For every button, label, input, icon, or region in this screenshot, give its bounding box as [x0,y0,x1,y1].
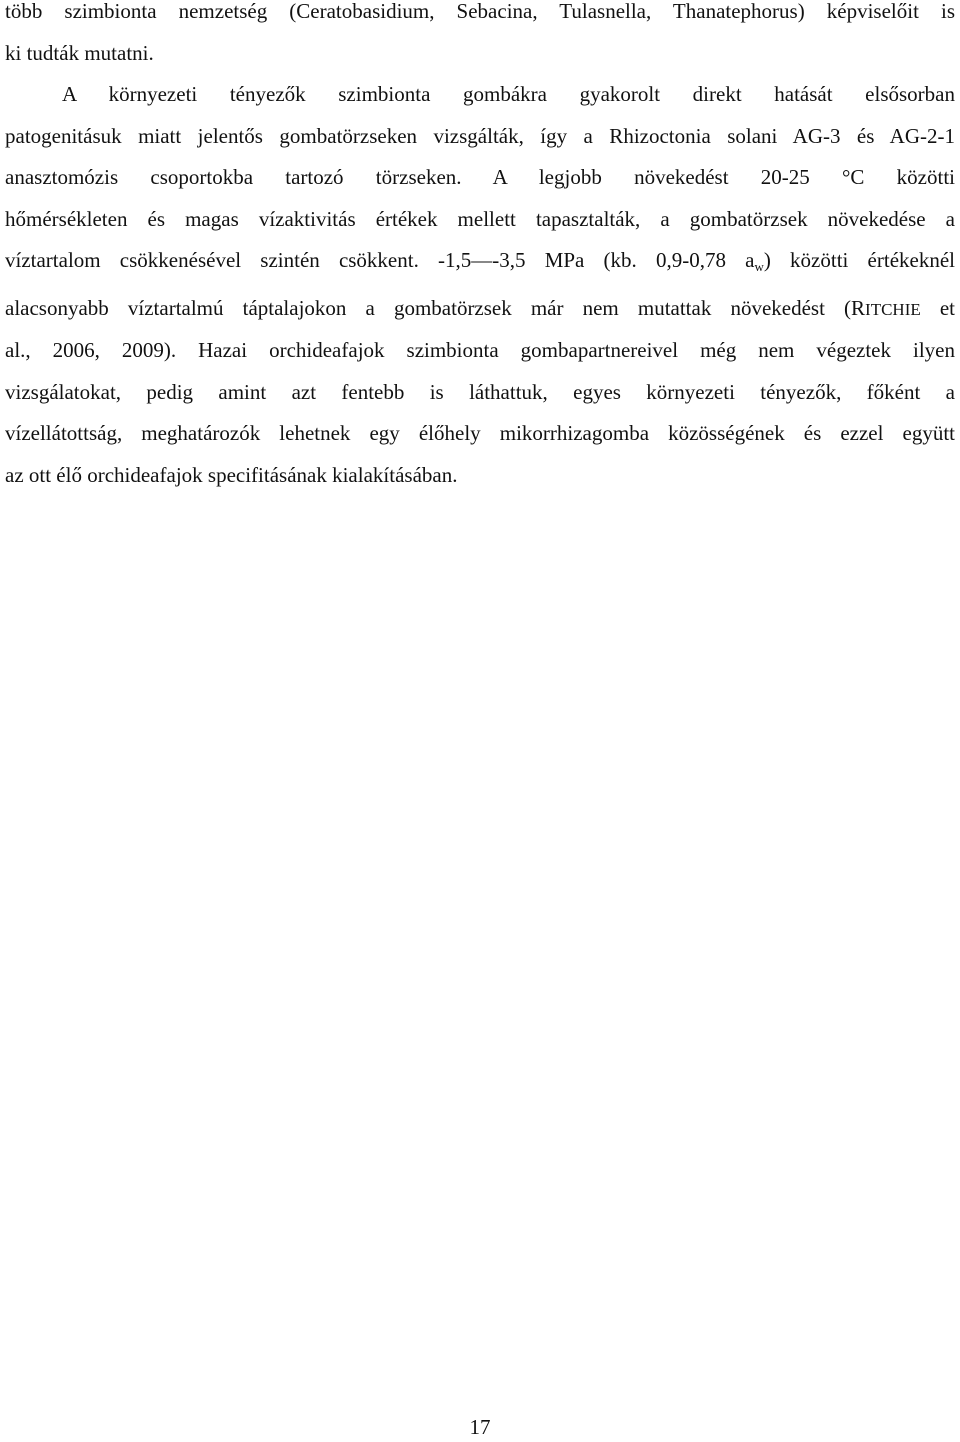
text-segment: víztartalom csökkenésével szintén csökkent. -1,5—-3,5 MPa (kb. 0,9-0,78 a [5,248,755,272]
text-line: ki tudták mutatni. [5,40,154,65]
text-segment: et [920,295,956,320]
subscript-w: w [754,259,764,274]
page-number: 17 [469,1415,491,1439]
text-line: az ott élő orchideafajok specifitásának kialakításában. [5,462,458,487]
text-line: hőmérsékleten és magas vízaktivitás értékek mellett tapasztalták, a gombatörzsek növekedése a [5,206,955,231]
text-segment: alacsonyabb víztartalmú táptalajokon a gombatörzsek már nem mutattak növekedést (R [5,295,866,320]
text-line [5,288,955,331]
author-small-caps: ITCHIE [865,299,921,319]
text-line [5,240,955,288]
text-line: al., 2006, 2009). Hazai orchideafajok szimbionta gombapartnereivel még nem végeztek ilyen [5,338,955,362]
text-line: A környezeti tényezők szimbionta gombákra gyakorolt direkt hatását elsősorban [62,82,955,106]
text-line: patogenitásuk miatt jelentős gombatörzseken vizsgálták, így a Rhizoctonia solani AG-3 és AG-2-1 [5,123,955,148]
text-line: vizsgálatokat, pedig amint azt fentebb is láthattuk, egyes környezeti tényezők, főként a [5,379,955,404]
text-line: anasztomózis csoportokba tartozó törzseken. A legjobb növekedést 20-25 °C közötti [5,165,955,189]
body-text [5,0,955,496]
text-line: több szimbionta nemzetség (Ceratobasidium, Sebacina, Tulasnella, Thanatephorus) képviselőit is [5,0,955,23]
text-line: vízellátottság, meghatározók lehetnek egy élőhely mikorrhizagomba közösségének és ezzel együtt [5,421,955,445]
text-segment: ) közötti értékeknél [763,248,956,272]
